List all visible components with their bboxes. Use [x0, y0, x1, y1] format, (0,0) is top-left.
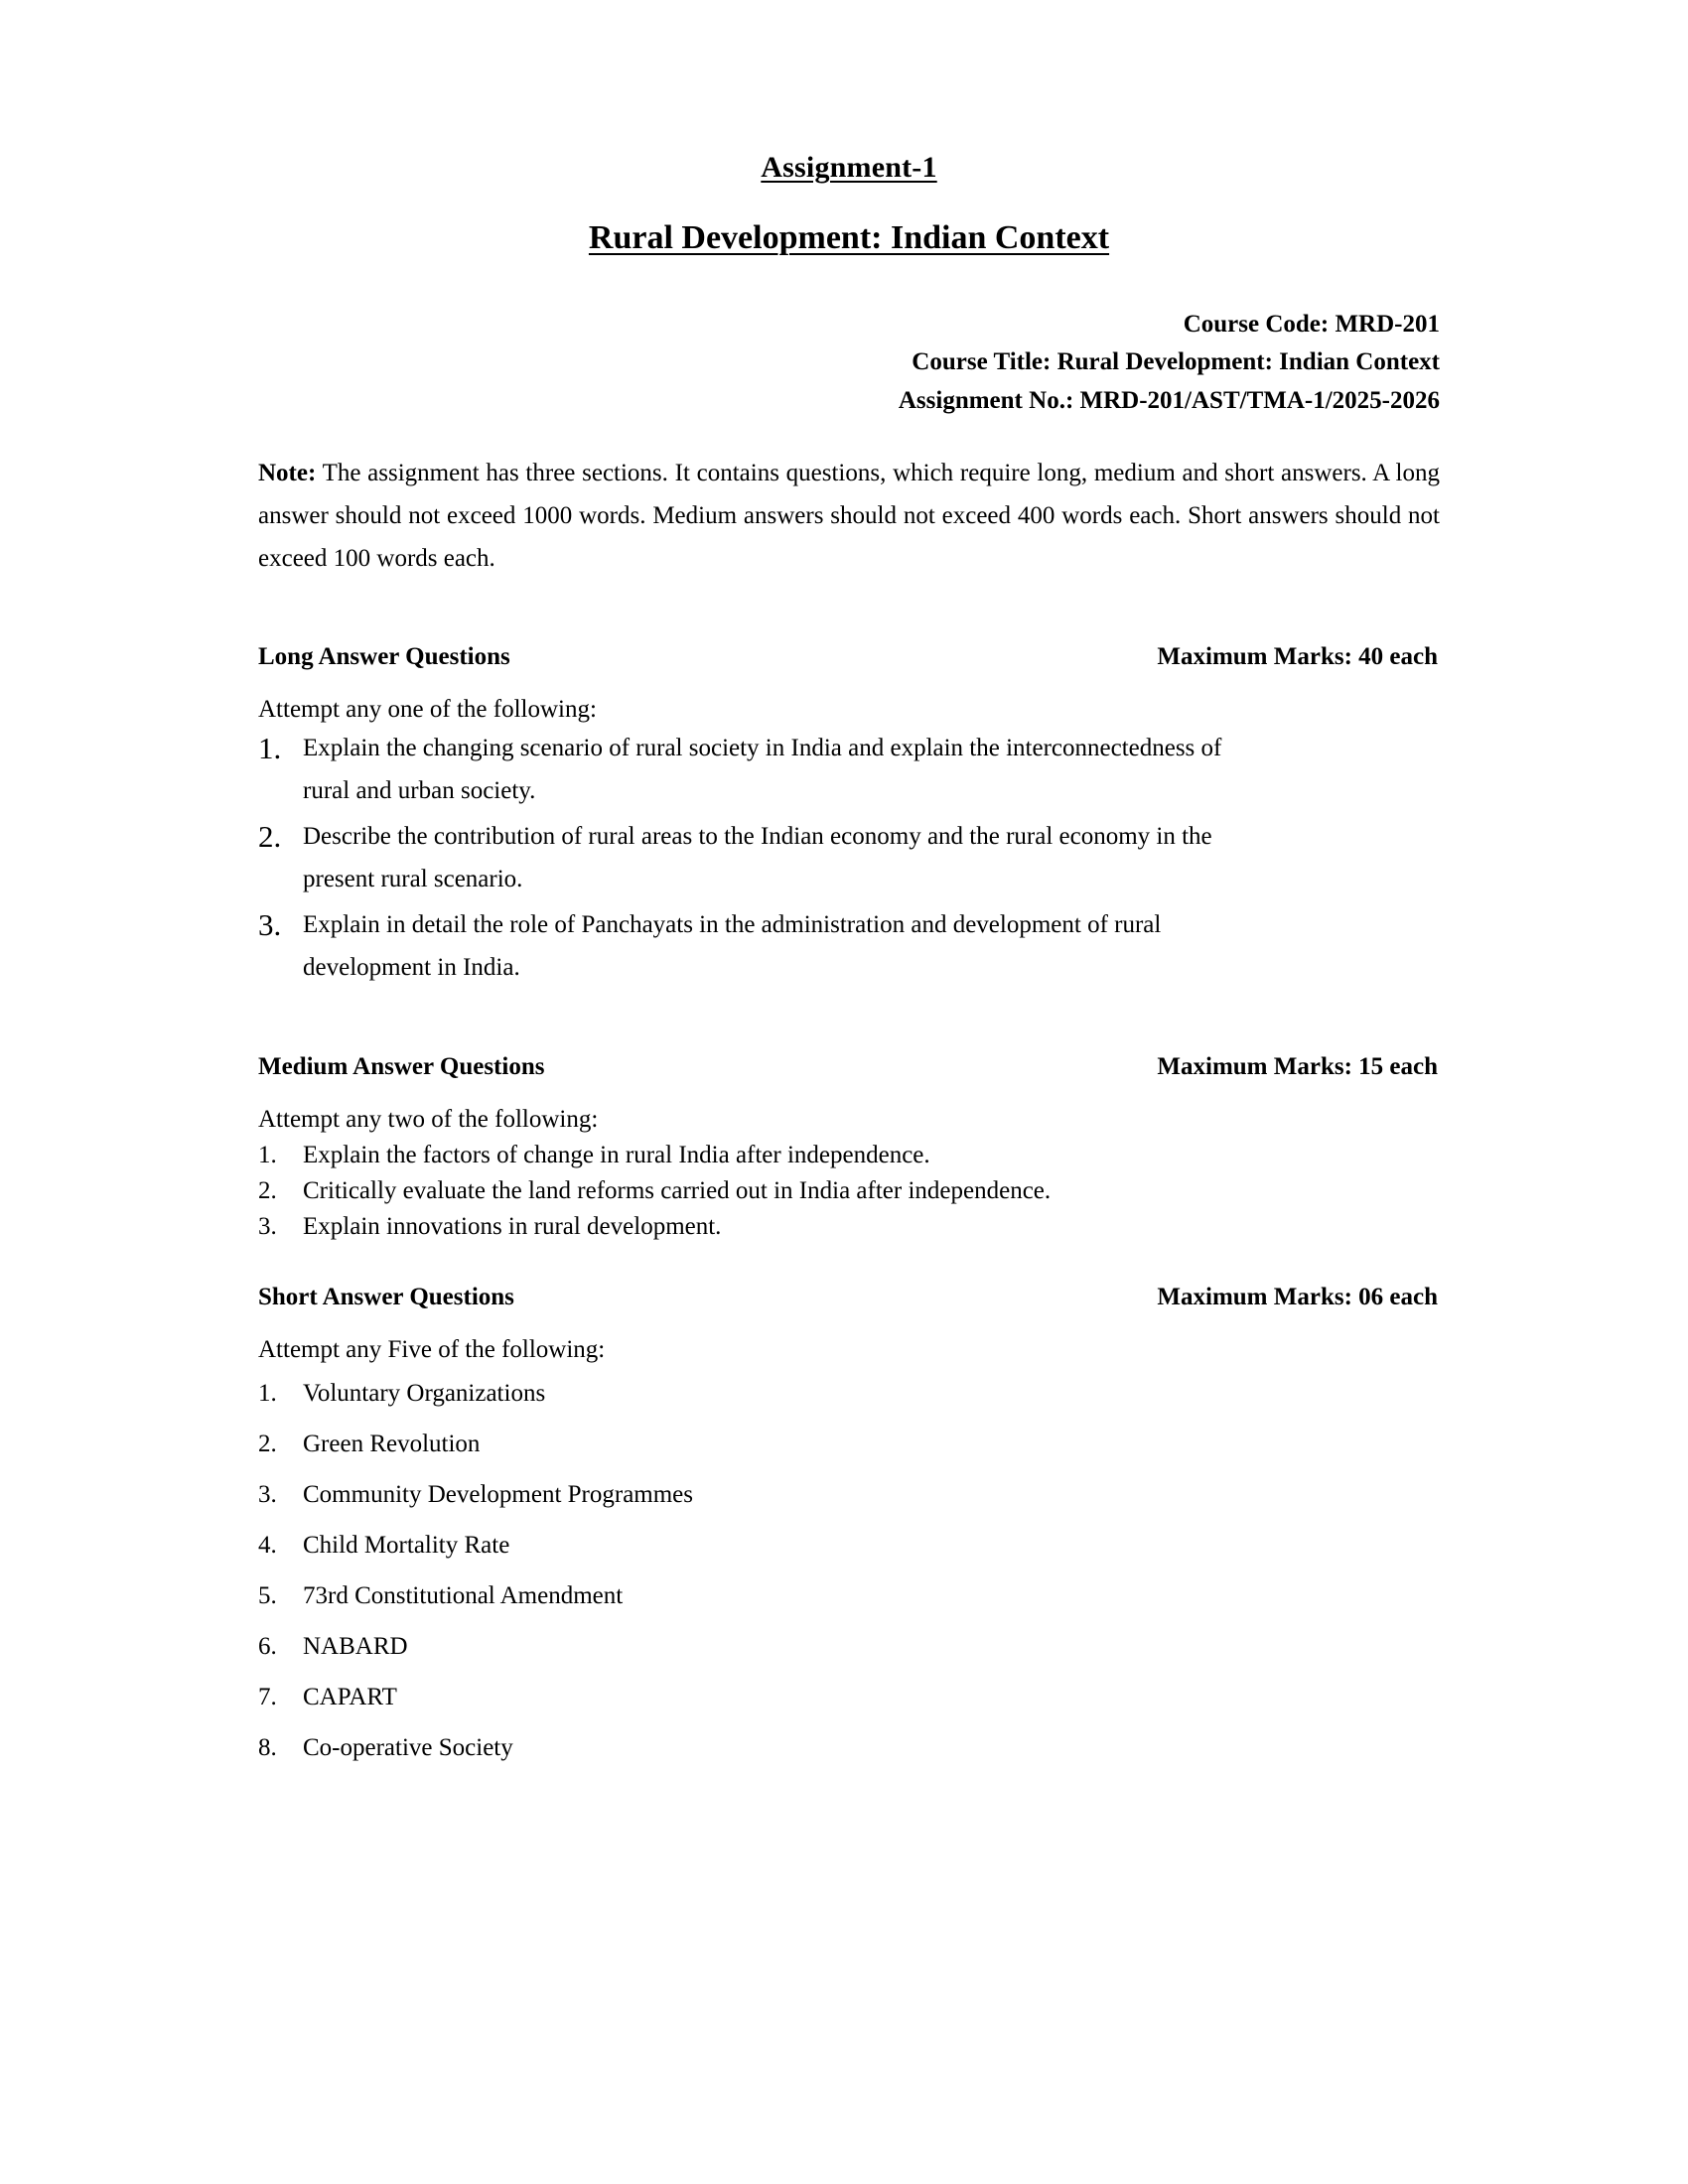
- list-item: [258, 1173, 1440, 1209]
- list-item-number: 3.: [258, 1481, 277, 1509]
- list-item: [258, 728, 1440, 812]
- list-item-number: 4.: [258, 1532, 277, 1560]
- list-item: [258, 1469, 1440, 1520]
- section-marks-long: Maximum Marks: 40 each: [1157, 643, 1438, 671]
- list-item: [258, 1419, 1440, 1469]
- course-code: Course Code: MRD-201: [1183, 310, 1440, 338]
- list-item-text: NABARD: [303, 1633, 408, 1661]
- list-item-text: Critically evaluate the land reforms carried out in India after independence.: [303, 1177, 1052, 1205]
- section-header-long: [258, 638, 1440, 676]
- list-item-number: 1.: [258, 1380, 277, 1408]
- note-label: Note:: [258, 460, 317, 487]
- course-title: Course Title: Rural Development: Indian Context: [912, 348, 1440, 376]
- list-item-number: 2.: [258, 819, 282, 855]
- list-item-text: Explain the factors of change in rural India after independence.: [303, 1142, 930, 1169]
- list-item: [258, 816, 1440, 900]
- list-item-number: 7.: [258, 1684, 277, 1711]
- list-item-number: 3.: [258, 1213, 277, 1241]
- list-item-number: 2.: [258, 1431, 277, 1458]
- list-item-number: 1.: [258, 1142, 277, 1169]
- list-item: [258, 1570, 1440, 1621]
- attempt-instruction-short: Attempt any Five of the following:: [258, 1335, 606, 1363]
- list-item-number: 3.: [258, 907, 282, 943]
- list-item-number: 6.: [258, 1633, 277, 1661]
- list-item: [258, 1138, 1440, 1173]
- document-subtitle: [258, 216, 1440, 260]
- note-text: The assignment has three sections. It contains questions, which require long, medium and short answers. A long answer should not exceed 1000 words. Medium answers should not exceed 400 words each. Short answers should not exceed 100 words each.: [258, 460, 1440, 573]
- list-item-number: 5.: [258, 1582, 277, 1610]
- list-item: [258, 1722, 1440, 1773]
- section-marks-medium: Maximum Marks: 15 each: [1157, 1053, 1438, 1081]
- list-item-text: Explain innovations in rural development.: [303, 1213, 722, 1241]
- list-item-text: Green Revolution: [303, 1431, 481, 1458]
- attempt-instruction-long: Attempt any one of the following:: [258, 695, 597, 723]
- list-item-number: 1.: [258, 731, 282, 766]
- document-subtitle-text: Rural Development: Indian Context: [588, 218, 1110, 256]
- section-marks-short: Maximum Marks: 06 each: [1157, 1284, 1438, 1311]
- assignment-number: Assignment No.: MRD-201/AST/TMA-1/2025-2026: [898, 386, 1440, 414]
- list-item: [258, 904, 1440, 989]
- list-item-text: Voluntary Organizations: [303, 1380, 546, 1408]
- medium-answer-question-list: [258, 1138, 1440, 1245]
- page-title: [258, 149, 1440, 187]
- spacer: [258, 993, 1440, 1048]
- list-item: [258, 1368, 1440, 1419]
- list-item-text: 73rd Constitutional Amendment: [303, 1582, 624, 1610]
- list-item-number: 8.: [258, 1734, 277, 1762]
- section-title-short: Short Answer Questions: [258, 1284, 514, 1311]
- list-item: [258, 1209, 1440, 1245]
- list-item-text: CAPART: [303, 1684, 397, 1711]
- section-title-medium: Medium Answer Questions: [258, 1053, 545, 1081]
- course-meta-block: [258, 306, 1440, 421]
- list-item: [258, 1672, 1440, 1722]
- list-item-text: Community Development Programmes: [303, 1481, 694, 1509]
- spacer: [258, 1245, 1440, 1279]
- list-item-text: Child Mortality Rate: [303, 1532, 510, 1560]
- long-answer-question-list: [258, 728, 1440, 989]
- short-answer-question-list: [258, 1368, 1440, 1773]
- section-header-medium: [258, 1048, 1440, 1086]
- list-item-text: Co-operative Society: [303, 1734, 513, 1762]
- spacer: [258, 605, 1440, 638]
- list-item: [258, 1621, 1440, 1672]
- attempt-instruction-medium: Attempt any two of the following:: [258, 1105, 599, 1133]
- list-item-text: Describe the contribution of rural areas to the Indian economy and the rural economy in the present rural scenario.: [303, 823, 1212, 892]
- section-header-short: [258, 1279, 1440, 1316]
- list-item-text: Explain the changing scenario of rural society in India and explain the interconnectedness of rural and urban society.: [303, 735, 1222, 804]
- list-item: [258, 1520, 1440, 1570]
- note-paragraph: [258, 452, 1440, 580]
- page-title-text: Assignment-1: [761, 151, 937, 184]
- section-title-long: Long Answer Questions: [258, 643, 510, 671]
- list-item-number: 2.: [258, 1177, 277, 1205]
- list-item-text: Explain in detail the role of Panchayats in the administration and development of rural development in India.: [303, 911, 1162, 981]
